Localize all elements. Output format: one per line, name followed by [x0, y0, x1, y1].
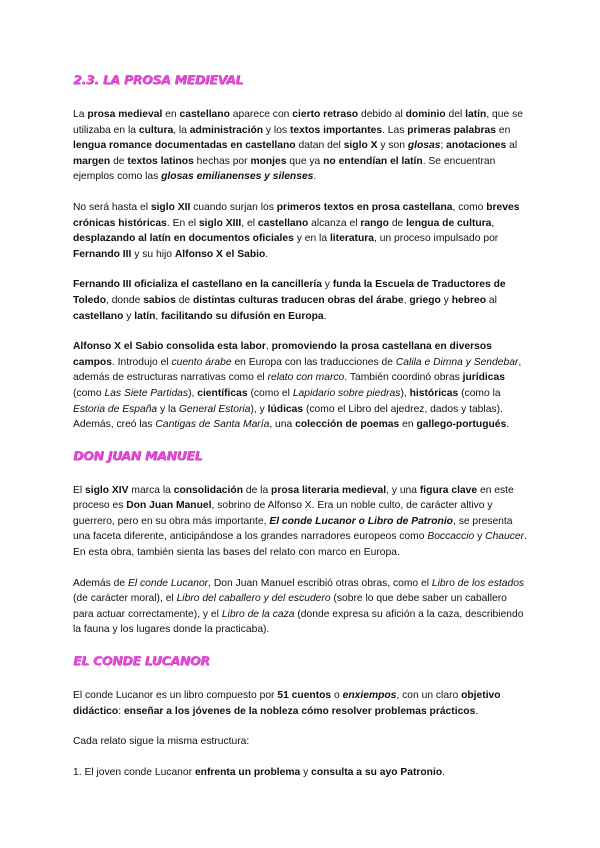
bold-italic-text: enxiempos — [342, 690, 397, 702]
text-run: . — [506, 419, 510, 431]
text-run: ), — [400, 387, 410, 399]
bold-text: enseñar a los jóvenes de la nobleza cómo resolver problemas prácticos — [123, 705, 476, 717]
text-run: , además de estructuras narrativas como el — [73, 356, 522, 384]
bold-text: latín — [134, 310, 156, 322]
text-run: , y una — [386, 484, 420, 496]
bold-text: sabios — [143, 294, 176, 306]
paragraph-fernando-iii — [73, 277, 528, 324]
bold-text: figura clave — [419, 484, 478, 496]
text-run: , — [155, 310, 162, 322]
text-run: (como — [73, 387, 105, 399]
text-run: 1. El joven conde Lucanor — [73, 766, 195, 778]
text-run: y — [300, 766, 312, 778]
bold-text: enfrenta un problema — [194, 766, 301, 778]
text-run: , Don Juan Manuel escribió otras obras, como el — [208, 577, 432, 589]
text-run: Cada relato sigue la misma estructura: — [73, 736, 250, 748]
text-run: . También coordinó obras — [344, 372, 463, 384]
text-run: . Las — [382, 124, 408, 136]
italic-text: Lapidario sobre piedras — [292, 387, 401, 399]
text-run: y — [440, 294, 452, 306]
bold-text: Alfonso X el Sabio — [174, 248, 266, 260]
text-run: datan del — [295, 140, 344, 152]
italic-text: El conde Lucanor — [127, 577, 209, 589]
text-run: de — [388, 217, 407, 229]
text-run: , como — [452, 201, 487, 213]
bold-text: latín — [465, 109, 487, 120]
text-run: , — [265, 341, 272, 353]
bold-text: prosa medieval — [87, 109, 163, 120]
bold-text: lengua de cultura — [406, 217, 492, 229]
text-run: (como el — [247, 387, 293, 399]
text-run: y la — [157, 403, 179, 415]
text-run: (como la — [458, 387, 501, 399]
text-run: No será hasta el — [73, 201, 151, 213]
text-run: , — [491, 217, 495, 229]
italic-text: Cantigas de Santa María — [155, 419, 270, 431]
text-run: . — [475, 705, 479, 717]
text-run: del — [445, 109, 466, 120]
text-run: . — [323, 310, 327, 322]
text-run: o — [331, 690, 343, 702]
text-run: : — [118, 705, 124, 717]
paragraph-conde-lucanor-intro — [73, 688, 528, 719]
text-run: , sobrino de Alfonso X. Era un noble culto, de carácter altivo y guerrero, pero en su obra más importante, — [73, 500, 493, 527]
bold-text: administración — [189, 124, 264, 136]
paragraph-estructura — [73, 734, 528, 750]
bold-text: jurídicas — [462, 372, 505, 384]
bold-text: castellano — [73, 310, 124, 322]
text-run: Además de — [73, 577, 128, 589]
text-run: debido al — [358, 109, 406, 120]
italic-text: Calila e Dimna y Sendebar — [395, 356, 519, 368]
bold-text: primeras palabras — [407, 124, 496, 136]
paragraph-siglo-xii — [73, 200, 528, 262]
section-heading-conde-lucanor: EL CONDE LUCANOR — [73, 653, 210, 669]
text-run: en este proceso es — [73, 484, 514, 512]
bold-text: distintas culturas traducen obras del árabe — [193, 294, 404, 306]
text-run: en Europa con las traducciones de — [231, 356, 396, 368]
text-run: . — [265, 248, 269, 260]
text-run: que ya — [286, 155, 324, 167]
text-run: aparece con — [229, 109, 293, 120]
text-run: hechas por — [193, 155, 251, 167]
paragraph-paso-1 — [73, 765, 528, 781]
text-run: . Introdujo el — [111, 356, 172, 368]
bold-text: siglo XII — [150, 201, 191, 213]
text-run: ; — [440, 140, 447, 152]
bold-text: cierto retraso — [292, 109, 359, 120]
text-run: , con un claro — [396, 690, 462, 702]
bold-text: objetivo didáctico — [73, 690, 501, 717]
paragraph-siglo-xiv — [73, 483, 528, 561]
bold-text: primeros textos en prosa castellana — [276, 201, 453, 213]
text-run: (donde expresa su afición a la caza, describiendo la fauna y los lugares donde la practicaba). — [73, 608, 524, 636]
italic-text: Libro de la caza — [221, 608, 295, 620]
text-run: de la — [242, 484, 272, 496]
text-run: y — [123, 310, 135, 322]
text-run: y — [474, 531, 486, 543]
bold-text: gallego-portugués — [416, 419, 507, 431]
bold-text: breves crónicas históricas — [73, 201, 520, 229]
text-run: marca la — [128, 484, 174, 496]
text-run: , donde — [105, 294, 144, 306]
bold-text: desplazando al latín en documentos oficiales — [73, 233, 294, 245]
bold-text: históricas — [409, 387, 459, 399]
bold-italic-text: glosas emilianenses y silenses — [161, 171, 314, 183]
paragraph-prosa-intro — [73, 107, 528, 185]
bold-text: siglo XIV — [85, 484, 129, 496]
italic-text: Las Siete Partidas — [104, 387, 189, 399]
bold-text: dominio — [405, 109, 446, 120]
bold-text: textos latinos — [127, 155, 194, 167]
bold-text: castellano — [179, 109, 230, 120]
bold-text: siglo XIII — [198, 217, 242, 229]
text-run: y los — [263, 124, 290, 136]
bold-text: Alfonso X el Sabio consolida esta labor — [73, 341, 266, 353]
bold-text: hebreo — [451, 294, 487, 306]
bold-text: prosa literaria medieval — [271, 484, 387, 496]
bold-text: consolidación — [173, 484, 243, 496]
paragraph-otras-obras — [73, 576, 528, 638]
italic-text: Chaucer — [485, 531, 525, 543]
text-run: (sobre lo que debe saber un caballero para actuar correctamente), y el — [73, 593, 507, 620]
bold-italic-text: El conde Lucanor o Libro de Patronio — [269, 515, 453, 527]
bold-text: promoviendo la prosa castellana en diversos campos — [73, 341, 492, 368]
text-run: y son — [377, 140, 408, 152]
text-run: . En esta obra, también sienta las bases del relato con marco en Europa. — [73, 531, 527, 559]
text-run: en — [495, 124, 511, 136]
text-run: en — [162, 109, 180, 120]
bold-text: castellano — [257, 217, 309, 229]
text-run: . — [442, 766, 445, 778]
text-run: cuando surjan los — [190, 201, 277, 213]
bold-text: margen — [73, 155, 111, 167]
bold-text: 51 cuentos — [277, 690, 332, 702]
bold-text: siglo X — [343, 140, 378, 152]
paragraph-alfonso-x — [73, 339, 528, 433]
bold-text: monjes — [250, 155, 287, 167]
text-run: de — [175, 294, 194, 306]
bold-text: consulta a su ayo Patronio — [311, 766, 443, 778]
italic-text: cuento árabe — [171, 356, 232, 368]
text-run: , el — [241, 217, 258, 229]
text-run: El conde Lucanor es un libro compuesto por — [73, 690, 278, 702]
bold-text: griego — [409, 294, 441, 306]
text-run: (de carácter moral), el — [73, 593, 177, 605]
text-run: La — [73, 109, 88, 120]
text-run: alcanza el — [308, 217, 361, 229]
text-run: y su hijo — [131, 248, 175, 260]
text-run: , la — [173, 124, 190, 136]
bold-text: funda la Escuela de Traductores de Toledo — [73, 279, 506, 306]
italic-text: Libro de los estados — [431, 577, 525, 589]
text-run: de — [110, 155, 128, 167]
bold-text: Fernando III oficializa el castellano en la cancillería — [73, 279, 322, 291]
italic-text: relato con marco — [267, 372, 345, 384]
italic-text: Boccaccio — [427, 531, 475, 543]
bold-text: facilitando su difusión en Europa — [161, 310, 324, 322]
text-run: El — [73, 484, 86, 496]
text-run: al — [486, 294, 497, 306]
text-run: ), — [188, 387, 198, 399]
document-content — [73, 72, 528, 795]
bold-italic-text: glosas — [407, 140, 441, 152]
text-run: , que se utilizaba en la — [73, 109, 523, 136]
italic-text: Libro del caballero y del escudero — [176, 593, 331, 605]
bold-text: Don Juan Manuel — [126, 500, 212, 512]
text-run: ), y — [250, 403, 268, 415]
text-run: . Se encuentran ejemplos como las — [73, 155, 496, 183]
bold-text: lúdicas — [267, 403, 304, 415]
text-run: , una — [269, 419, 296, 431]
bold-text: científicas — [197, 387, 248, 399]
text-run: , — [403, 294, 410, 306]
bold-text: literatura — [329, 233, 375, 245]
bold-text: colección de poemas — [295, 419, 400, 431]
bold-text: textos importantes — [289, 124, 383, 136]
text-run: , se presenta una faceta diferente, anticipándose a los grandes narradores europeos como — [73, 515, 513, 543]
text-run: al — [506, 140, 518, 152]
text-run: y en la — [293, 233, 330, 245]
text-run: y — [321, 279, 333, 291]
text-run: . — [313, 171, 317, 183]
text-run: . En el — [166, 217, 199, 229]
bold-text: cultura — [138, 124, 174, 136]
bold-text: rango — [360, 217, 389, 229]
text-run: , un proceso impulsado por — [374, 233, 499, 245]
text-run: en — [399, 419, 417, 431]
section-heading-don-juan-manuel: DON JUAN MANUEL — [73, 447, 203, 463]
italic-text: Estoria de España — [73, 403, 158, 415]
section-heading-prosa-medieval: 2.3. LA PROSA MEDIEVAL — [73, 72, 244, 87]
bold-text: lengua romance documentadas en castellano — [73, 140, 296, 152]
bold-text: Fernando III — [73, 248, 132, 260]
bold-text: no entendían el latín — [323, 155, 423, 167]
italic-text: General Estoria — [178, 403, 251, 415]
text-run: (como el Libro del ajedrez, dados y tablas). Además, creó las — [73, 403, 503, 431]
bold-text: anotaciones — [446, 140, 507, 152]
